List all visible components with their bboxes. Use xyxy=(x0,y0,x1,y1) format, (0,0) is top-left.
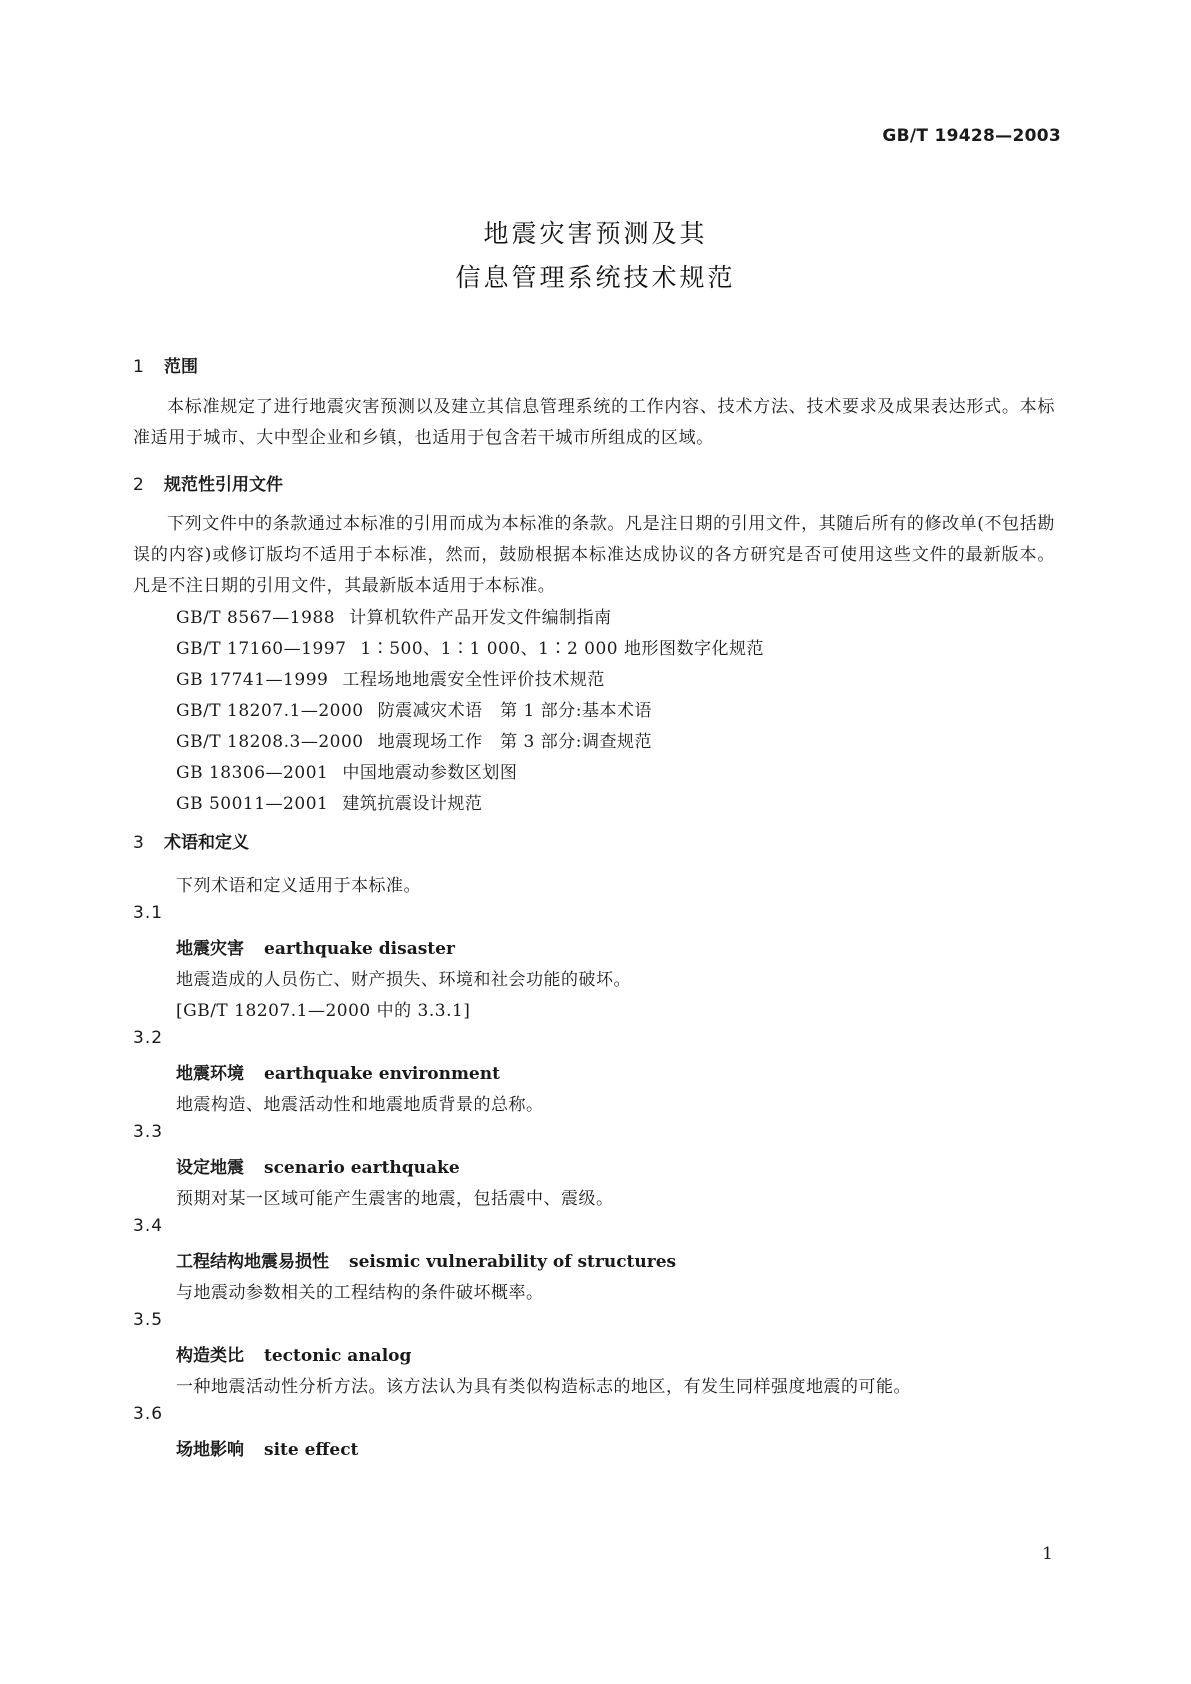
term-definition: 与地震动参数相关的工程结构的条件破坏概率。 xyxy=(176,1283,544,1303)
reference-code: GB 50011—2001 xyxy=(176,794,329,814)
term-en: tectonic analog xyxy=(264,1346,412,1366)
term-zh: 地震环境 xyxy=(176,1064,244,1084)
term-en: earthquake disaster xyxy=(264,939,455,959)
term-zh: 构造类比 xyxy=(176,1346,244,1366)
section-1-heading xyxy=(133,352,198,377)
reference-title: 地震现场工作 第 3 部分:调查规范 xyxy=(377,732,652,752)
term-zh: 工程结构地震易损性 xyxy=(176,1252,329,1272)
term-heading xyxy=(176,1341,411,1366)
term-zh: 设定地震 xyxy=(176,1158,244,1178)
document-title-line2: 信息管理系统技术规范 xyxy=(455,263,736,292)
term-en: earthquake environment xyxy=(264,1064,500,1084)
term-definition: 地震构造、地震活动性和地震地质背景的总称。 xyxy=(176,1095,544,1115)
term-definition: 预期对某一区域可能产生震害的地震，包括震中、震级。 xyxy=(176,1189,614,1209)
section-number: 3 xyxy=(133,833,144,853)
section-number: 2 xyxy=(133,475,144,495)
section-3-intro: 下列术语和定义适用于本标准。 xyxy=(176,876,421,896)
term-heading xyxy=(176,934,455,959)
term-zh: 场地影响 xyxy=(176,1440,244,1460)
reference-code: GB/T 8567—1988 xyxy=(176,608,336,628)
term-number: 3.1 xyxy=(133,903,164,923)
reference-title: 1∶500、1∶1 000、1∶2 000 地形图数字化规范 xyxy=(360,639,765,659)
term-heading xyxy=(176,1247,676,1272)
term-number: 3.4 xyxy=(133,1216,164,1236)
term-zh: 地震灾害 xyxy=(176,939,244,959)
reference-item xyxy=(176,758,517,783)
term-heading xyxy=(176,1435,358,1460)
section-2-paragraph: 下列文件中的条款通过本标准的引用而成为本标准的条款。凡是注日期的引用文件，其随后所有的修改单(不包括勘误的内容)或修订版均不适用于本标准，然而，鼓励根据本标准达成协议的各方研究是否可使用这些文件的最新版本。凡是不注日期的引用文件，其最新版本适用于本标准。 xyxy=(133,514,1055,596)
reference-code: GB/T 17160—1997 xyxy=(176,639,347,659)
term-number: 3.6 xyxy=(133,1404,164,1424)
term-heading xyxy=(176,1059,500,1084)
term-en: seismic vulnerability of structures xyxy=(349,1252,677,1272)
section-title: 范围 xyxy=(164,357,198,377)
reference-code: GB/T 18207.1—2000 xyxy=(176,701,364,721)
section-title: 术语和定义 xyxy=(164,833,249,853)
reference-code: GB/T 18208.3—2000 xyxy=(176,732,364,752)
term-number: 3.5 xyxy=(133,1310,164,1330)
reference-code: GB 17741—1999 xyxy=(176,670,329,690)
term-number: 3.3 xyxy=(133,1122,164,1142)
document-title-line1: 地震灾害预测及其 xyxy=(483,219,708,248)
section-2-heading xyxy=(133,470,283,495)
reference-title: 计算机软件产品开发文件编制指南 xyxy=(349,608,612,628)
section-1-paragraph: 本标准规定了进行地震灾害预测以及建立其信息管理系统的工作内容、技术方法、技术要求及成果表达形式。本标准适用于城市、大中型企业和乡镇，也适用于包含若干城市所组成的区域。 xyxy=(133,397,1055,448)
reference-title: 工程场地地震安全性评价技术规范 xyxy=(342,670,605,690)
reference-item xyxy=(176,727,652,752)
reference-item xyxy=(176,696,652,721)
section-3-heading xyxy=(133,828,249,853)
term-number: 3.2 xyxy=(133,1028,164,1048)
section-title: 规范性引用文件 xyxy=(164,475,283,495)
term-source: [GB/T 18207.1—2000 中的 3.3.1] xyxy=(176,1001,471,1021)
term-en: site effect xyxy=(264,1440,359,1460)
reference-item xyxy=(176,789,482,814)
reference-item xyxy=(176,665,605,690)
page-number: 1 xyxy=(1042,1544,1053,1564)
section-number: 1 xyxy=(133,357,144,377)
term-definition: 地震造成的人员伤亡、财产损失、环境和社会功能的破坏。 xyxy=(176,970,631,990)
reference-title: 中国地震动参数区划图 xyxy=(342,763,518,783)
reference-code: GB 18306—2001 xyxy=(176,763,329,783)
reference-item xyxy=(176,634,764,659)
reference-title: 建筑抗震设计规范 xyxy=(342,794,483,814)
standard-code: GB/T 19428—2003 xyxy=(882,126,1061,146)
term-definition: 一种地震活动性分析方法。该方法认为具有类似构造标志的地区，有发生同样强度地震的可能。 xyxy=(176,1377,911,1397)
reference-item xyxy=(176,603,612,628)
term-en: scenario earthquake xyxy=(264,1158,460,1178)
term-heading xyxy=(176,1153,460,1178)
reference-title: 防震减灾术语 第 1 部分:基本术语 xyxy=(377,701,652,721)
